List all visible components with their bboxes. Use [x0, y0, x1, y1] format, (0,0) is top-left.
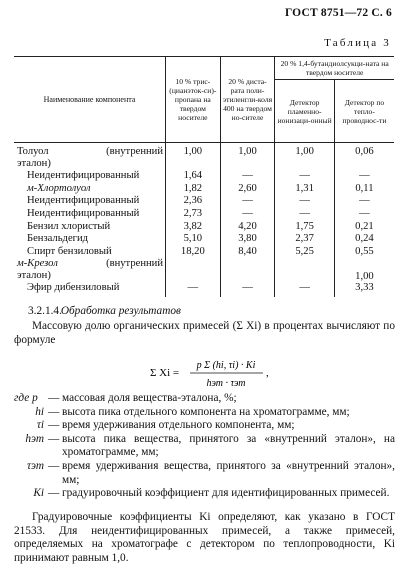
- definition-item: [14, 487, 395, 501]
- definition-symbol: где p: [14, 392, 38, 404]
- definition-item: [14, 419, 395, 433]
- definition-text: массовая доля вещества-эталона, %;: [62, 392, 237, 404]
- intro-paragraph: Массовую долю органических примесей (Σ Xi) в процентах вычисляют по формуле: [14, 320, 395, 346]
- definition-symbol: τэт: [26, 459, 44, 472]
- cell: —: [275, 282, 335, 297]
- definition-item: [14, 433, 395, 460]
- row-name-part: (внутренний: [106, 258, 163, 270]
- definitions-list: [14, 392, 395, 501]
- cell: —: [334, 170, 394, 183]
- row-name-part: (внутренний: [106, 146, 163, 158]
- row-name: [14, 246, 166, 259]
- header-column-3b: Детектор по тепло-проводнос-ти: [334, 80, 394, 143]
- table-row: [14, 208, 394, 221]
- cell: 1,00: [220, 143, 275, 171]
- definition-item: [14, 392, 395, 406]
- cell: —: [275, 170, 335, 183]
- cell: 1,31: [275, 183, 335, 196]
- cell: 0,21: [334, 221, 394, 234]
- cell: 1,75: [275, 221, 335, 234]
- header-column-1: 10 % трис-(цианэток-си)-пропана на твердом носителе: [166, 57, 221, 143]
- cell: 1,00: [166, 143, 221, 171]
- row-name: [14, 233, 166, 246]
- cell: 2,36: [166, 195, 221, 208]
- row-name: [14, 170, 166, 183]
- cell: 18,20: [166, 246, 221, 259]
- row-name-text: Неидентифицированный: [27, 208, 140, 219]
- row-name-part: м-Крезол: [17, 258, 58, 270]
- table-row: [14, 170, 394, 183]
- table-caption: Таблица 3: [324, 37, 391, 49]
- table-row: [14, 282, 394, 297]
- row-name: [14, 143, 166, 171]
- table-row: [14, 246, 394, 259]
- definition-dash: —: [48, 392, 60, 404]
- definition-item: [14, 460, 395, 487]
- definition-text: высота пика отдельного компонента на хроматограмме, мм;: [62, 405, 350, 418]
- definition-text: высота пика вещества, принятого за «внутренний эталон», на хроматограмме, мм;: [62, 432, 395, 459]
- row-name-text: м-Хлортолуол: [27, 182, 91, 194]
- row-name-text: Спирт бензиловый: [27, 245, 112, 257]
- formula: [150, 355, 290, 391]
- cell: 2,60: [220, 183, 275, 196]
- cell: 3,33: [334, 282, 394, 297]
- cell: 0,24: [334, 233, 394, 246]
- cell: 2,37: [275, 233, 335, 246]
- row-name: [14, 208, 166, 221]
- cell: —: [220, 282, 275, 297]
- cell: —: [334, 208, 394, 221]
- definition-dash: —: [48, 419, 60, 432]
- cell: 4,20: [220, 221, 275, 234]
- table-row: [14, 233, 394, 246]
- row-name: [14, 183, 166, 196]
- final-paragraph: Градуировочные коэффициенты Ki определяют, как указано в ГОСТ 21533. Для неидентифицированных примесей, а также примесей, определяемых на хроматографе с детектором по теплопроводности, Ki принимают равным 1,0.: [14, 511, 395, 564]
- cell: 5,10: [166, 233, 221, 246]
- section-title: Обработка результатов: [60, 305, 181, 317]
- definition-symbol: Ki: [33, 487, 44, 500]
- cell: —: [220, 170, 275, 183]
- cell: 3,82: [166, 221, 221, 234]
- header-column-3a: Детектор пламенно-ионизаци-онный: [275, 80, 335, 143]
- cell: —: [220, 208, 275, 221]
- table-row: [14, 183, 394, 196]
- row-name: [14, 258, 166, 282]
- cell: —: [275, 208, 335, 221]
- cell: 0,55: [334, 246, 394, 259]
- header-group-3: 20 % 1,4-бутандиолсукци-ната на твердом носителе: [275, 57, 394, 80]
- row-name-text: Эфир дибензиловый: [27, 282, 120, 294]
- table-row: [14, 143, 394, 171]
- cell: —: [334, 195, 394, 208]
- cell: [220, 258, 275, 282]
- definition-symbol: hэт: [25, 432, 44, 445]
- definition-dash: —: [48, 432, 60, 445]
- table-row: [14, 195, 394, 208]
- cell: 8,40: [220, 246, 275, 259]
- header-component: Наименование компонента: [14, 57, 166, 143]
- definition-symbol: τi: [36, 419, 44, 432]
- cell: 1,82: [166, 183, 221, 196]
- row-name-text: Бензил хлористый: [27, 220, 111, 232]
- cell: 1,00: [334, 258, 394, 282]
- row-name-part: Толуол: [17, 146, 49, 158]
- cell: 5,25: [275, 246, 335, 259]
- cell: 0,11: [334, 183, 394, 196]
- header-column-2: 20 % диста-рата поли-этиленгли-коля 400 на твердом но-сителе: [220, 57, 275, 143]
- cell: 0,06: [334, 143, 394, 171]
- row-name-part: эталон): [17, 270, 51, 282]
- section-heading: [14, 305, 395, 319]
- row-name: [14, 195, 166, 208]
- definition-item: [14, 406, 395, 420]
- definition-dash: —: [48, 459, 60, 472]
- cell: 3,80: [220, 233, 275, 246]
- cell: —: [275, 195, 335, 208]
- definition-dash: —: [48, 405, 60, 418]
- row-name-text: Неидентифицированный: [27, 195, 140, 207]
- row-name: [14, 282, 166, 297]
- definition-text: время удерживания вещества, принятого за «внутренний эталон», мм;: [62, 459, 395, 486]
- formula-denominator: hэт · τэт: [206, 378, 246, 389]
- cell: —: [166, 282, 221, 297]
- formula-numerator: p Σ (hi, τi) · Ki: [196, 360, 256, 371]
- table-row: [14, 258, 394, 282]
- row-name-text: Бензальдегид: [27, 233, 89, 245]
- cell: 1,00: [275, 143, 335, 171]
- results-table: [14, 56, 394, 297]
- formula-tail: ,: [266, 367, 269, 379]
- cell: 1,64: [166, 170, 221, 183]
- row-name-text: Неидентифицированный: [27, 170, 140, 182]
- row-name-part: эталон): [17, 158, 51, 170]
- definition-symbol: hi: [35, 405, 44, 418]
- definition-dash: —: [48, 487, 60, 500]
- definition-text: градуировочный коэффициент для идентифицированных примесей.: [62, 487, 390, 500]
- row-name: [14, 221, 166, 234]
- cell: —: [220, 195, 275, 208]
- section-number: 3.2.1.4.: [28, 305, 62, 317]
- cell: [275, 258, 335, 282]
- formula-lhs: Σ Xi =: [150, 367, 180, 379]
- page-header: ГОСТ 8751—72 С. 6: [284, 7, 392, 19]
- definition-text: время удерживания отдельного компонента, мм;: [62, 419, 295, 432]
- table-row: [14, 221, 394, 234]
- cell: 2,73: [166, 208, 221, 221]
- cell: [166, 258, 221, 282]
